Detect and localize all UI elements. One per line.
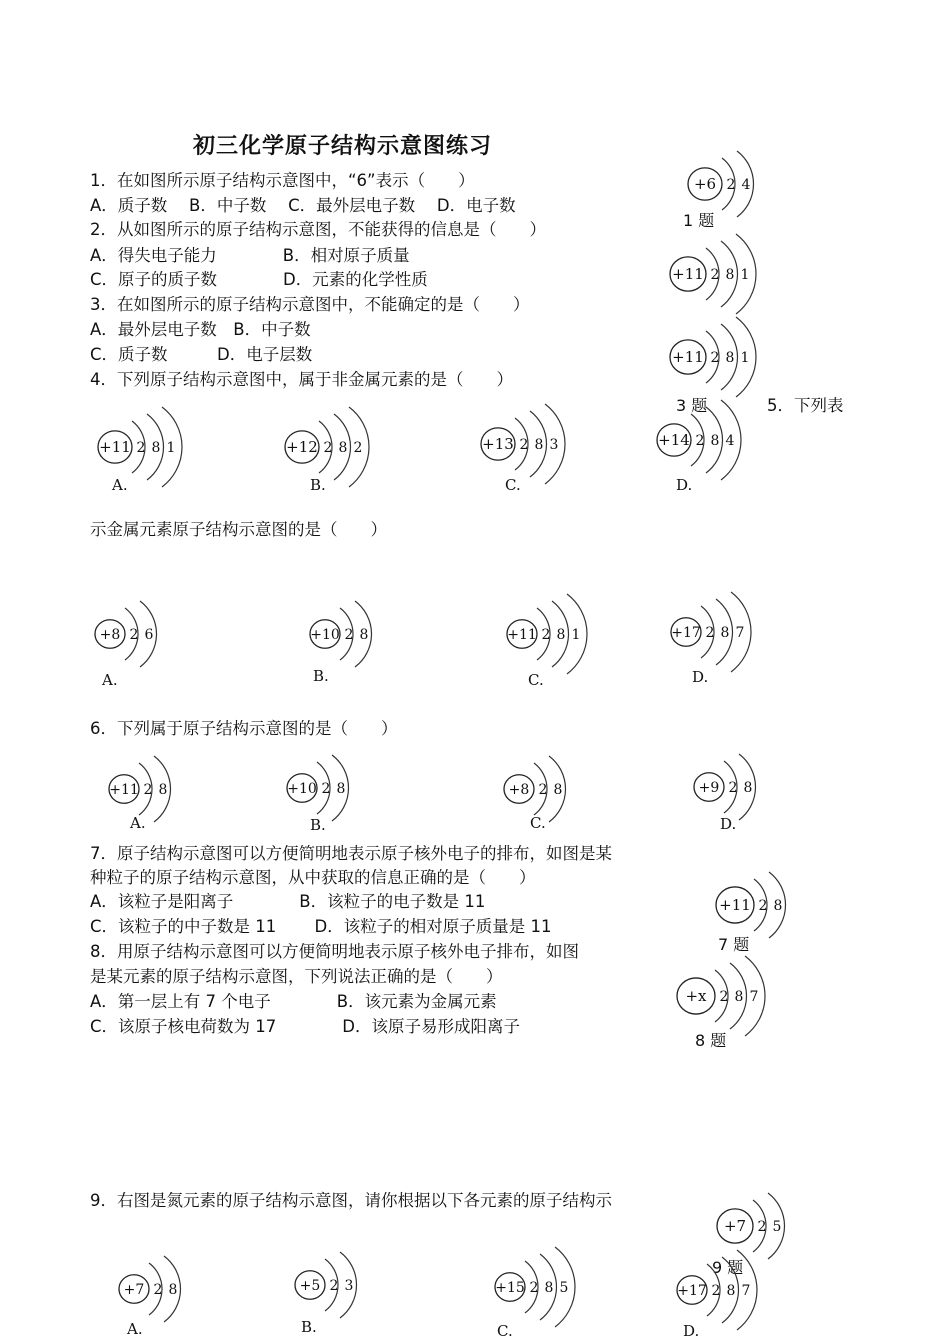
shell-electron-count: 2 xyxy=(758,898,768,914)
nucleus-charge: +11 xyxy=(507,627,537,643)
shell-electron-count: 2 xyxy=(129,627,139,643)
question-line: 种粒子的原子结构示意图，从中获取的信息正确的是（ ） xyxy=(90,868,536,887)
shell-electron-count: 3 xyxy=(344,1278,354,1294)
shell-electron-count: 2 xyxy=(143,782,153,798)
atom-structure-diagram xyxy=(690,738,793,836)
question-line: 2．从如图所示的原子结构示意图，不能获得的信息是（ ） xyxy=(90,220,546,239)
shell-electron-count: 1 xyxy=(166,440,176,456)
question-line: 7．原子结构示意图可以方便简明地表示原子核外电子的排布，如图是某 xyxy=(90,844,612,863)
diagram-caption: A. xyxy=(102,671,118,689)
nucleus-charge: +14 xyxy=(658,431,690,449)
shell-electron-count: 2 xyxy=(728,780,738,796)
shell-electron-count: 2 xyxy=(710,350,720,366)
question-line: 6．下列属于原子结构示意图的是（ ） xyxy=(90,719,398,738)
shell-electron-count: 2 xyxy=(710,267,720,283)
shell-electron-count: 2 xyxy=(519,437,529,453)
shell-electron-count: 7 xyxy=(749,989,759,1005)
shell-electron-count: 2 xyxy=(695,433,705,449)
shell-electron-count: 8 xyxy=(734,989,744,1005)
atom-structure-diagram xyxy=(105,740,208,838)
nucleus-charge: +7 xyxy=(123,1282,145,1298)
question-line: C．该粒子的中子数是 11 D．该粒子的相对原子质量是 11 xyxy=(90,917,552,936)
shell-electron-count: 2 xyxy=(726,177,736,193)
shell-electron-count: 8 xyxy=(336,781,346,797)
shell-electron-count: 8 xyxy=(151,440,161,456)
diagram-caption: B. xyxy=(301,1318,317,1336)
atom-structure-diagram xyxy=(667,583,785,681)
question-line: 1．在如图所示原子结构示意图中，“6”表示（ ） xyxy=(90,171,475,190)
question-line: 9．右图是氮元素的原子结构示意图，请你根据以下各元素的原子结构示 xyxy=(90,1191,612,1210)
atom-structure-diagram xyxy=(477,393,597,495)
shell-electron-count: 4 xyxy=(741,177,751,193)
shell-electron-count: 4 xyxy=(725,433,735,449)
shell-electron-count: 2 xyxy=(353,440,363,456)
diagram-caption: D. xyxy=(692,668,709,686)
shell-electron-count: 8 xyxy=(726,1283,736,1299)
shell-electron-count: 8 xyxy=(359,627,369,643)
shell-electron-count: 5 xyxy=(772,1219,782,1235)
page-title: 初三化学原子结构示意图练习 xyxy=(193,134,493,159)
shell-electron-count: 7 xyxy=(735,625,745,641)
nucleus-charge: +7 xyxy=(723,1217,747,1235)
nucleus-charge: +11 xyxy=(109,782,139,798)
nucleus-charge: +11 xyxy=(672,265,704,283)
diagram-caption: 3 题 xyxy=(676,396,708,415)
question-line: A．该粒子是阳离子 B．该粒子的电子数是 11 xyxy=(90,892,486,911)
nucleus-charge: +13 xyxy=(482,435,514,453)
question-line: A．得失电子能力 B．相对原子质量 xyxy=(90,246,410,265)
nucleus-charge: +15 xyxy=(495,1280,525,1296)
nucleus-charge: +17 xyxy=(677,1283,707,1299)
question-line: A．第一层上有 7 个电子 B．该元素为金属元素 xyxy=(90,992,497,1011)
atom-structure-diagram xyxy=(283,739,386,837)
shell-electron-count: 1 xyxy=(740,267,750,283)
nucleus-charge: +5 xyxy=(299,1278,321,1294)
shell-electron-count: 2 xyxy=(153,1282,163,1298)
shell-electron-count: 8 xyxy=(720,625,730,641)
nucleus-charge: +11 xyxy=(719,896,751,914)
atom-structure-diagram xyxy=(500,740,603,838)
diagram-caption: C. xyxy=(530,814,546,832)
diagram-caption: A. xyxy=(127,1320,143,1338)
diagram-caption: C. xyxy=(505,476,521,494)
shell-electron-count: 2 xyxy=(538,782,548,798)
shell-electron-count: 1 xyxy=(571,627,581,643)
nucleus-charge: +12 xyxy=(286,438,318,456)
shell-electron-count: 2 xyxy=(344,627,354,643)
question-line: 5．下列表 xyxy=(767,396,844,415)
shell-electron-count: 1 xyxy=(740,350,750,366)
diagram-caption: C. xyxy=(528,671,544,689)
shell-electron-count: 8 xyxy=(773,898,783,914)
nucleus-charge: +10 xyxy=(287,781,317,797)
question-line: A．质子数 B．中子数 C．最外层电子数 D．电子数 xyxy=(90,196,516,215)
question-line: 示金属元素原子结构示意图的是（ ） xyxy=(90,520,387,539)
diagram-caption: 7 题 xyxy=(718,935,750,954)
diagram-caption: A. xyxy=(130,814,146,832)
shell-electron-count: 2 xyxy=(529,1280,539,1296)
shell-electron-count: 8 xyxy=(338,440,348,456)
diagram-caption: B. xyxy=(313,667,329,685)
shell-electron-count: 2 xyxy=(136,440,146,456)
nucleus-charge: +11 xyxy=(672,348,704,366)
nucleus-charge: +17 xyxy=(671,625,701,641)
diagram-caption: B. xyxy=(310,816,326,834)
shell-electron-count: 2 xyxy=(719,989,729,1005)
nucleus-charge: +8 xyxy=(99,627,121,643)
nucleus-charge: +x xyxy=(685,987,707,1005)
shell-electron-count: 8 xyxy=(725,350,735,366)
atom-structure-diagram xyxy=(673,943,795,1049)
diagram-caption: D. xyxy=(683,1322,700,1340)
shell-electron-count: 8 xyxy=(158,782,168,798)
shell-electron-count: 2 xyxy=(711,1283,721,1299)
shell-electron-count: 2 xyxy=(323,440,333,456)
question-line: 3．在如图所示的原子结构示意图中，不能确定的是（ ） xyxy=(90,295,530,314)
nucleus-charge: +9 xyxy=(698,780,720,796)
atom-structure-diagram xyxy=(281,396,401,498)
nucleus-charge: +10 xyxy=(310,627,340,643)
shell-electron-count: 2 xyxy=(757,1219,767,1235)
shell-electron-count: 2 xyxy=(541,627,551,643)
question-line: 是某元素的原子结构示意图，下列说法正确的是（ ） xyxy=(90,967,503,986)
question-line: A．最外层电子数 B．中子数 xyxy=(90,320,311,339)
diagram-caption: 1 题 xyxy=(683,211,715,230)
shell-electron-count: 2 xyxy=(329,1278,339,1294)
shell-electron-count: 8 xyxy=(743,780,753,796)
diagram-caption: B. xyxy=(310,476,326,494)
shell-electron-count: 2 xyxy=(705,625,715,641)
diagram-caption: C. xyxy=(497,1322,513,1340)
nucleus-charge: +8 xyxy=(508,782,530,798)
nucleus-charge: +11 xyxy=(99,438,131,456)
question-line: 4．下列原子结构示意图中，属于非金属元素的是（ ） xyxy=(90,370,513,389)
diagram-caption: 9 题 xyxy=(712,1258,744,1277)
shell-electron-count: 2 xyxy=(321,781,331,797)
shell-electron-count: 6 xyxy=(144,627,154,643)
question-line: 8．用原子结构示意图可以方便简明地表示原子核外电子排布，如图 xyxy=(90,942,579,961)
shell-electron-count: 8 xyxy=(544,1280,554,1296)
diagram-caption: A. xyxy=(112,476,128,494)
atom-structure-diagram xyxy=(503,585,621,683)
shell-electron-count: 8 xyxy=(556,627,566,643)
question-line: C．该原子核电荷数为 17 D．该原子易形成阳离子 xyxy=(90,1017,520,1036)
shell-electron-count: 5 xyxy=(559,1280,569,1296)
shell-electron-count: 8 xyxy=(534,437,544,453)
shell-electron-count: 3 xyxy=(549,437,559,453)
shell-electron-count: 8 xyxy=(725,267,735,283)
nucleus-charge: +6 xyxy=(693,175,717,193)
question-line: C．质子数 D．电子层数 xyxy=(90,345,313,364)
shell-electron-count: 8 xyxy=(168,1282,178,1298)
atom-structure-diagram xyxy=(91,585,194,683)
atom-structure-diagram xyxy=(653,389,773,491)
shell-electron-count: 7 xyxy=(741,1283,751,1299)
question-line: C．原子的质子数 D．元素的化学性质 xyxy=(90,270,428,289)
diagram-caption: 8 题 xyxy=(695,1031,727,1050)
diagram-caption: D. xyxy=(676,476,693,494)
shell-electron-count: 8 xyxy=(710,433,720,449)
diagram-caption: D. xyxy=(720,815,737,833)
shell-electron-count: 8 xyxy=(553,782,563,798)
